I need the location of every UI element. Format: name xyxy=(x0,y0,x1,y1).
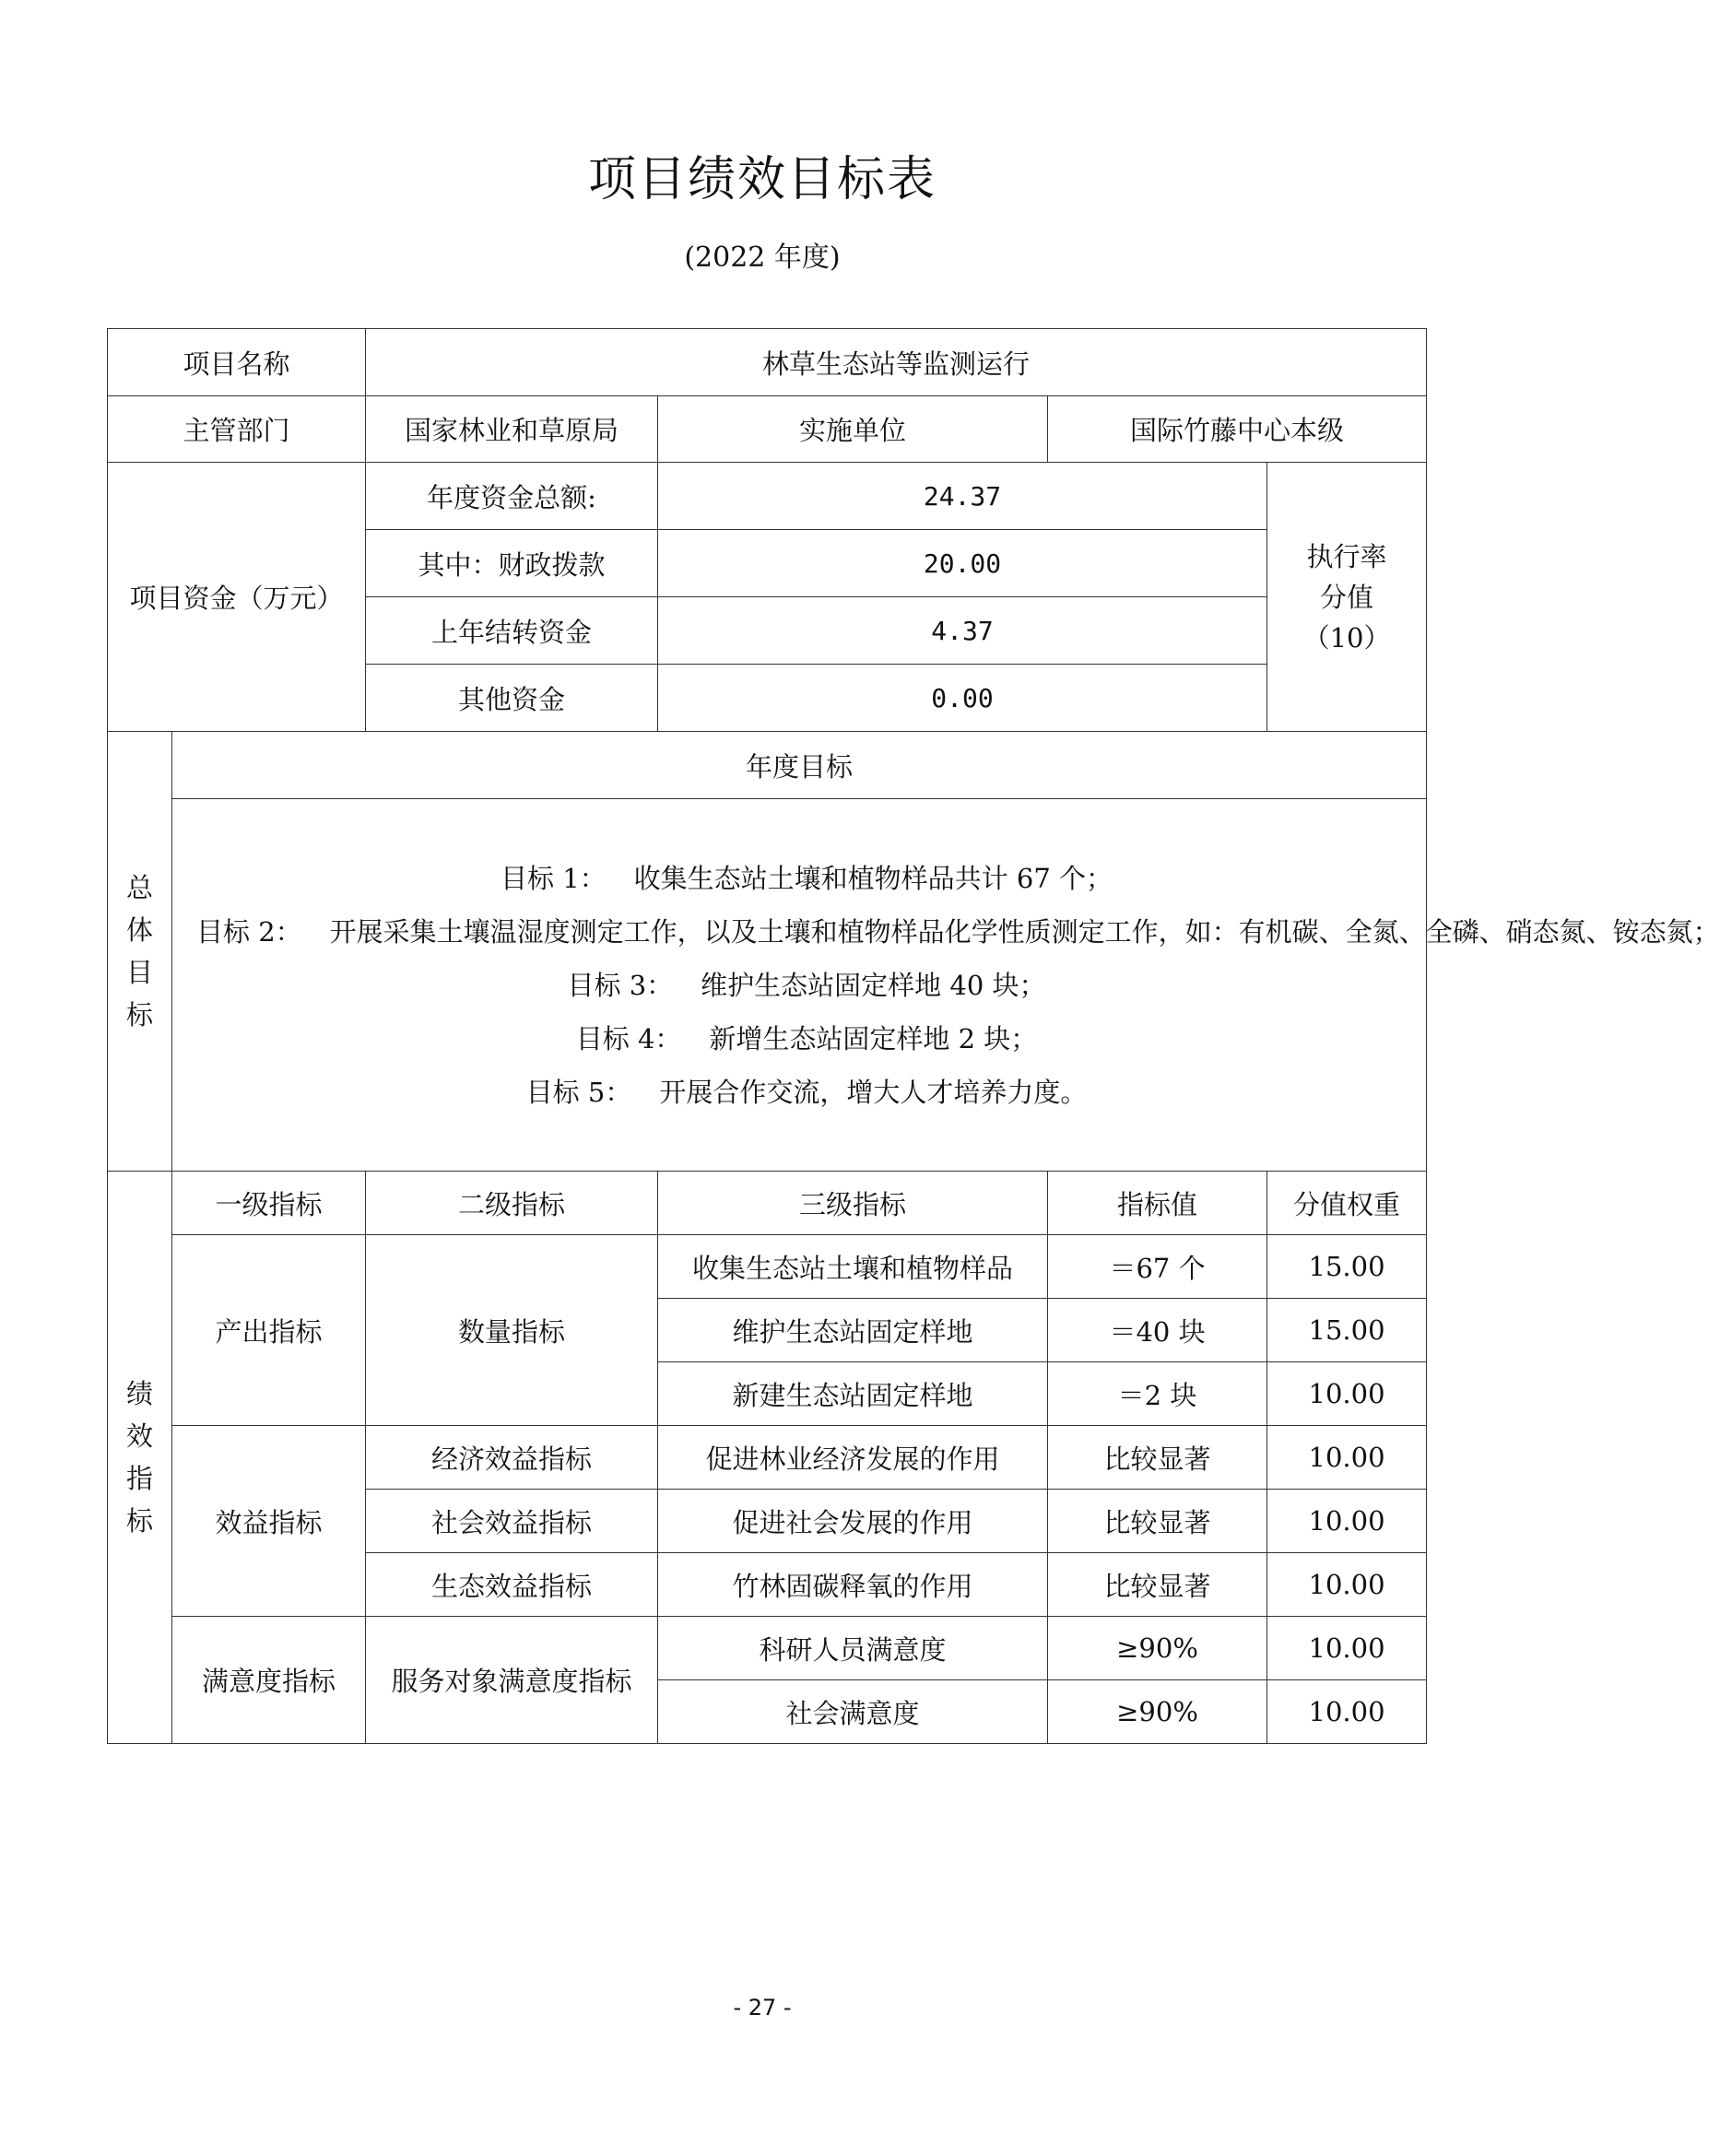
indicator-value: 比较显著 xyxy=(1048,1426,1267,1490)
table-row xyxy=(108,1426,1427,1490)
header-level3: 三级指标 xyxy=(658,1172,1048,1235)
goal-item: 目标 1： 收集生态站土壤和植物样品共计 67 个； xyxy=(501,862,1113,894)
level1-benefit: 效益指标 xyxy=(172,1426,366,1617)
indicator-name: 社会满意度 xyxy=(658,1680,1048,1744)
level2-ecological: 生态效益指标 xyxy=(366,1553,658,1617)
indicator-weight: 10.00 xyxy=(1267,1426,1427,1490)
header-weight: 分值权重 xyxy=(1267,1172,1427,1235)
indicator-value: ≥90% xyxy=(1048,1680,1267,1744)
goal-item: 目标 4： 新增生态站固定样地 2 块； xyxy=(575,1022,1038,1054)
indicator-value: 比较显著 xyxy=(1048,1553,1267,1617)
execution-rate-score xyxy=(1267,463,1427,732)
performance-side-label: 绩 效 指 标 xyxy=(108,1172,172,1744)
dept-label: 主管部门 xyxy=(108,396,366,463)
table-row xyxy=(108,1617,1427,1680)
indicator-name: 新建生态站固定样地 xyxy=(658,1362,1048,1426)
project-name-value: 林草生态站等监测运行 xyxy=(366,329,1427,396)
row-annual-header xyxy=(108,732,1427,799)
level2-quantity: 数量指标 xyxy=(366,1235,658,1426)
indicator-value: ＝2 块 xyxy=(1048,1362,1267,1426)
indicator-weight: 10.00 xyxy=(1267,1362,1427,1426)
indicator-value: ＝40 块 xyxy=(1048,1299,1267,1362)
performance-target-table xyxy=(107,328,1720,1744)
project-name-label: 项目名称 xyxy=(108,329,366,396)
indicator-value: ＝67 个 xyxy=(1048,1235,1267,1299)
level1-output: 产出指标 xyxy=(172,1235,366,1426)
indicator-weight: 15.00 xyxy=(1267,1235,1427,1299)
annual-goals-list xyxy=(172,799,1720,1172)
impl-label: 实施单位 xyxy=(658,396,1048,463)
indicator-value: ≥90% xyxy=(1048,1617,1267,1680)
indicator-name: 促进林业经济发展的作用 xyxy=(658,1426,1048,1490)
funds-label: 项目资金（万元） xyxy=(108,463,366,732)
funds-row-label: 年度资金总额: xyxy=(366,463,658,530)
funds-row-label: 其中：财政拨款 xyxy=(366,530,658,597)
page-number: - 27 - xyxy=(733,1995,792,2021)
rate-line: 执行率 xyxy=(1306,540,1387,572)
indicator-weight: 10.00 xyxy=(1267,1490,1427,1553)
funds-row-value: 20.00 xyxy=(658,530,1267,597)
funds-row-value: 4.37 xyxy=(658,597,1267,665)
level2-service-satisfaction: 服务对象满意度指标 xyxy=(366,1617,658,1744)
indicator-weight: 15.00 xyxy=(1267,1299,1427,1362)
rate-line: 分值 xyxy=(1320,581,1374,613)
row-indicator-headers xyxy=(108,1172,1427,1235)
indicator-value: 比较显著 xyxy=(1048,1490,1267,1553)
funds-row-label: 其他资金 xyxy=(366,665,658,732)
row-funds-total xyxy=(108,463,1427,530)
level2-economic: 经济效益指标 xyxy=(366,1426,658,1490)
rate-line: （10） xyxy=(1302,621,1391,654)
header-value: 指标值 xyxy=(1048,1172,1267,1235)
indicator-weight: 10.00 xyxy=(1267,1680,1427,1744)
row-project-name xyxy=(108,329,1427,396)
funds-row-label: 上年结转资金 xyxy=(366,597,658,665)
funds-row-value: 24.37 xyxy=(658,463,1267,530)
level1-satisfaction: 满意度指标 xyxy=(172,1617,366,1744)
indicator-weight: 10.00 xyxy=(1267,1617,1427,1680)
goal-item: 目标 3： 维护生态站固定样地 40 块； xyxy=(567,969,1046,1001)
dept-value: 国家林业和草原局 xyxy=(366,396,658,463)
indicator-weight: 10.00 xyxy=(1267,1553,1427,1617)
row-goals xyxy=(108,799,1427,1172)
header-level2: 二级指标 xyxy=(366,1172,658,1235)
overall-goals-side-label: 总 体 目 标 xyxy=(108,732,172,1172)
page-title: 项目绩效目标表 xyxy=(587,152,937,207)
page-subtitle: (2022 年度) xyxy=(684,242,841,274)
indicator-name: 收集生态站土壤和植物样品 xyxy=(658,1235,1048,1299)
table-row xyxy=(108,1235,1427,1299)
indicator-name: 维护生态站固定样地 xyxy=(658,1299,1048,1362)
header-level1: 一级指标 xyxy=(172,1172,366,1235)
row-department xyxy=(108,396,1427,463)
indicator-name: 竹林固碳释氧的作用 xyxy=(658,1553,1048,1617)
goal-item: 目标 5： 开展合作交流，增大人才培养力度。 xyxy=(525,1076,1088,1108)
funds-row-value: 0.00 xyxy=(658,665,1267,732)
indicator-name: 促进社会发展的作用 xyxy=(658,1490,1048,1553)
goal-item: 目标 2： 开展采集土壤温湿度测定工作，以及土壤和植物样品化学性质测定工作，如：有机碳、全氮、全磷、硝态氮、铵态氮； xyxy=(196,915,1720,948)
indicator-name: 科研人员满意度 xyxy=(658,1617,1048,1680)
impl-value: 国际竹藤中心本级 xyxy=(1048,396,1427,463)
level2-social: 社会效益指标 xyxy=(366,1490,658,1553)
annual-goals-header: 年度目标 xyxy=(172,732,1427,799)
